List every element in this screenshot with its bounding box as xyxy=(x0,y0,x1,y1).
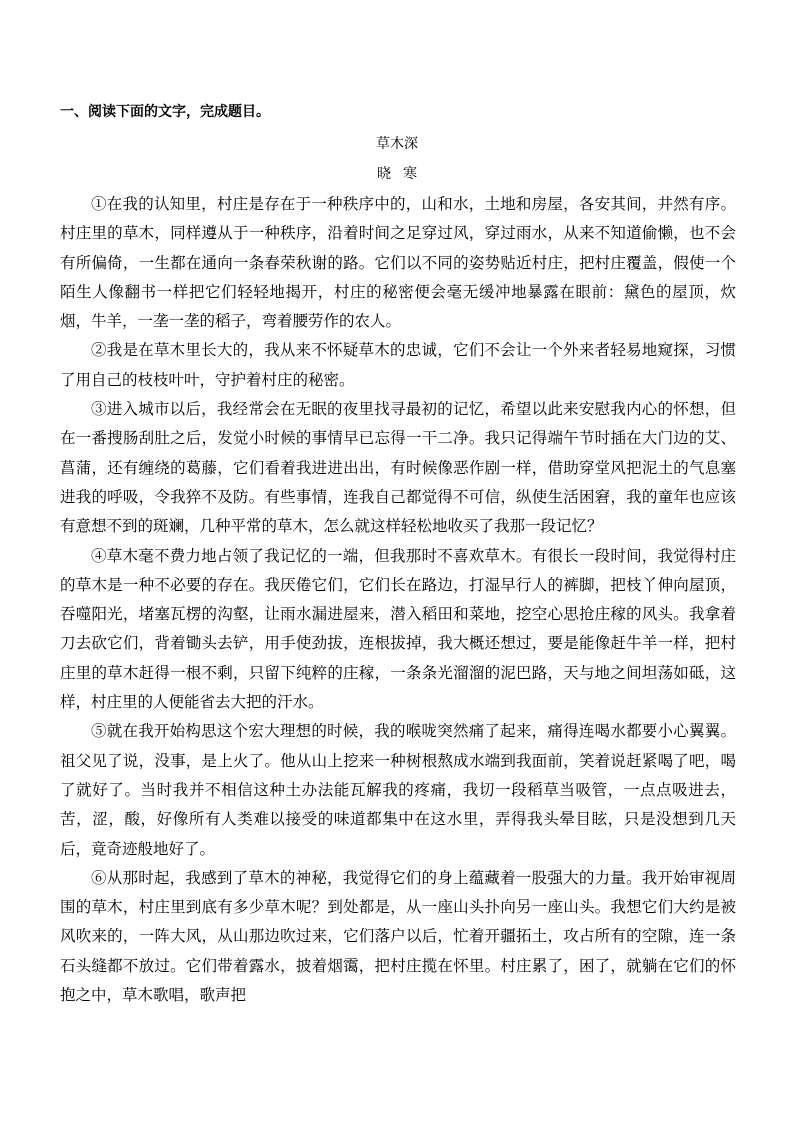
article-author: 晓寒 xyxy=(377,166,429,182)
article-body xyxy=(60,190,736,1010)
paragraph-3: ③进入城市以后，我经常会在无眠的夜里找寻最初的记忆，希望以此来安慰我内心的怀想，但在一番搜肠刮肚之后，发觉小时候的事情早已忘得一干二净。我只记得端午节时插在大门边的艾、菖蒲，还有缠绕的葛藤，它们看着我进进出出，有时候像恶作剧一样，借助穿堂风把泥土的气息塞进我的呼吸，令我猝不及防。有些事情，连我自己都觉得不可信，纵使生活困窘，我的童年也应该有意想不到的斑斓，几种平常的草木，怎么就这样轻松地收买了我那一段记忆？ xyxy=(60,400,736,536)
question-heading: 一、阅读下面的文字，完成题目。 xyxy=(60,104,270,120)
paragraph-5: ⑤就在我开始构思这个宏大理想的时候，我的喉咙突然痛了起来，痛得连喝水都要小心翼翼。祖父见了说，没事，是上火了。他从山上挖来一种树根熬成水端到我面前，笑着说赶紧喝了吧，喝了就好了。当时我并不相信这种土办法能瓦解我的疼痛，我切一段稻草当吸管，一点点吸进去，苦，涩，酸，好像所有人类难以接受的味道都集中在这水里，弄得我头晕目眩，只是没想到几天后，竟奇迹般地好了。 xyxy=(60,722,736,858)
paragraph-2: ②我是在草木里长大的，我从来不怀疑草木的忠诚，它们不会让一个外来者轻易地窥探，习惯了用自己的枝枝叶叶，守护着村庄的秘密。 xyxy=(60,341,736,389)
article-title: 草木深 xyxy=(376,136,418,152)
paragraph-1: ①在我的认知里，村庄是存在于一种秩序中的，山和水，土地和房屋，各安其间，井然有序。村庄里的草木，同样遵从于一种秩序，沿着时间之足穿过风，穿过雨水，从来不知道偷懒，也不会有所偏倚，一生都在通向一条春荣秋谢的路。它们以不同的姿势贴近村庄，把村庄覆盖，假使一个陌生人像翻书一样把它们轻轻地揭开，村庄的秘密便会毫无缓冲地暴露在眼前：黛色的屋顶，炊烟，牛羊，一垄一垄的稻子，弯着腰劳作的农人。 xyxy=(60,195,736,331)
paragraph-6: ⑥从那时起，我感到了草木的神秘，我觉得它们的身上蕴藏着一股强大的力量。我开始审视周围的草木，村庄里到底有多少草木呢？到处都是，从一座山头扑向另一座山头。我想它们大约是被风吹来的，一阵大风，从山那边吹过来，它们落户以后，忙着开疆拓土，攻占所有的空隙，连一条石头缝都不放过。它们带着露水，披着烟霭，把村庄揽在怀里。村庄累了，困了，就躺在它们的怀抱之中，草木歌唱，歌声把 xyxy=(60,868,736,1005)
paragraph-4: ④草木毫不费力地占领了我记忆的一端，但我那时不喜欢草木。有很长一段时间，我觉得村庄的草木是一种不必要的存在。我厌倦它们，它们长在路边，打湿早行人的裤脚，把枝丫伸向屋顶，吞噬阳光，堵塞瓦楞的沟壑，让雨水漏进屋来，潜入稻田和菜地，挖空心思抢庄稼的风头。我拿着刀去砍它们，背着锄头去铲，用手使劲拔，连根拔掉，我大概还想过，要是能像赶牛羊一样，把村庄里的草木赶得一根不剩，只留下纯粹的庄稼，一条条光溜溜的泥巴路，天与地之间坦荡如砥，这样，村庄里的人便能省去大把的汗水。 xyxy=(60,546,736,712)
